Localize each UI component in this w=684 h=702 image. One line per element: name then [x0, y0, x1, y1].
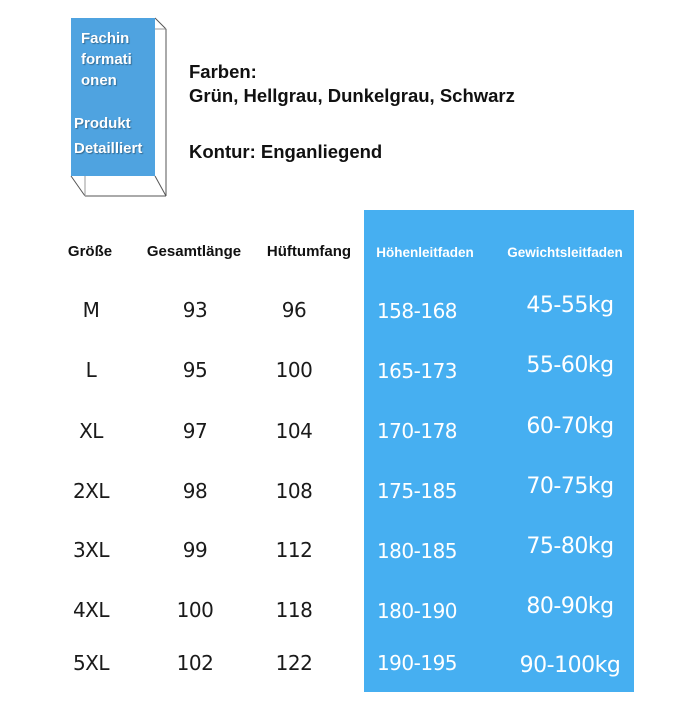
info-box-subtitle-produkt: Produkt	[74, 115, 131, 132]
cell-height: 165-173	[376, 359, 458, 383]
cell-size: 5XL	[72, 651, 110, 675]
colors-label: Farben:	[189, 61, 257, 82]
cell-weight: 60-70kg	[526, 414, 614, 439]
cell-height: 170-178	[376, 419, 458, 443]
info-box-title-line: Fachin	[81, 30, 130, 47]
colors-value: Grün, Hellgrau, Dunkelgrau, Schwarz	[189, 85, 515, 106]
cell-hip: 96	[281, 298, 307, 322]
cell-length: 98	[182, 479, 208, 503]
info-box-subtitle-detailliert: Detailliert	[74, 140, 143, 157]
cell-height: 158-168	[376, 299, 458, 323]
cell-hip: 104	[275, 419, 313, 443]
header-size: Größe	[67, 243, 113, 260]
cell-size: L	[85, 358, 97, 382]
product-info-box	[71, 18, 155, 176]
cell-size: M	[82, 298, 100, 322]
cell-weight: 45-55kg	[526, 293, 614, 318]
cell-size: XL	[79, 419, 103, 443]
cell-weight: 75-80kg	[526, 534, 614, 559]
cell-weight: 80-90kg	[526, 594, 614, 619]
cell-height: 175-185	[376, 479, 458, 503]
cell-size: 2XL	[72, 479, 110, 503]
cell-size: 3XL	[72, 538, 110, 562]
cell-length: 102	[176, 651, 214, 675]
cell-weight: 90-100kg	[519, 653, 621, 678]
cell-height: 180-190	[376, 599, 458, 623]
cell-hip: 108	[275, 479, 313, 503]
cell-length: 93	[182, 298, 208, 322]
cell-hip: 112	[275, 538, 313, 562]
header-total-length: Gesamtlänge	[146, 243, 242, 260]
header-hip: Hüftumfang	[266, 243, 352, 260]
header-weight-guide: Gewichtsleitfaden	[507, 245, 623, 260]
cell-weight: 70-75kg	[526, 474, 614, 499]
cell-length: 99	[182, 538, 208, 562]
info-box-title-line: onen	[81, 72, 117, 89]
cell-length: 100	[176, 598, 214, 622]
header-height-guide: Höhenleitfaden	[376, 245, 474, 260]
cell-weight: 55-60kg	[526, 353, 614, 378]
cell-height: 190-195	[376, 651, 458, 675]
info-box-title	[81, 28, 132, 91]
cell-hip: 100	[275, 358, 313, 382]
cell-hip: 122	[275, 651, 313, 675]
cell-length: 97	[182, 419, 208, 443]
cell-hip: 118	[275, 598, 313, 622]
cell-height: 180-185	[376, 539, 458, 563]
cell-length: 95	[182, 358, 208, 382]
info-box-title-line: formati	[81, 51, 132, 68]
cell-size: 4XL	[72, 598, 110, 622]
contour-info: Kontur: Enganliegend	[189, 141, 383, 162]
